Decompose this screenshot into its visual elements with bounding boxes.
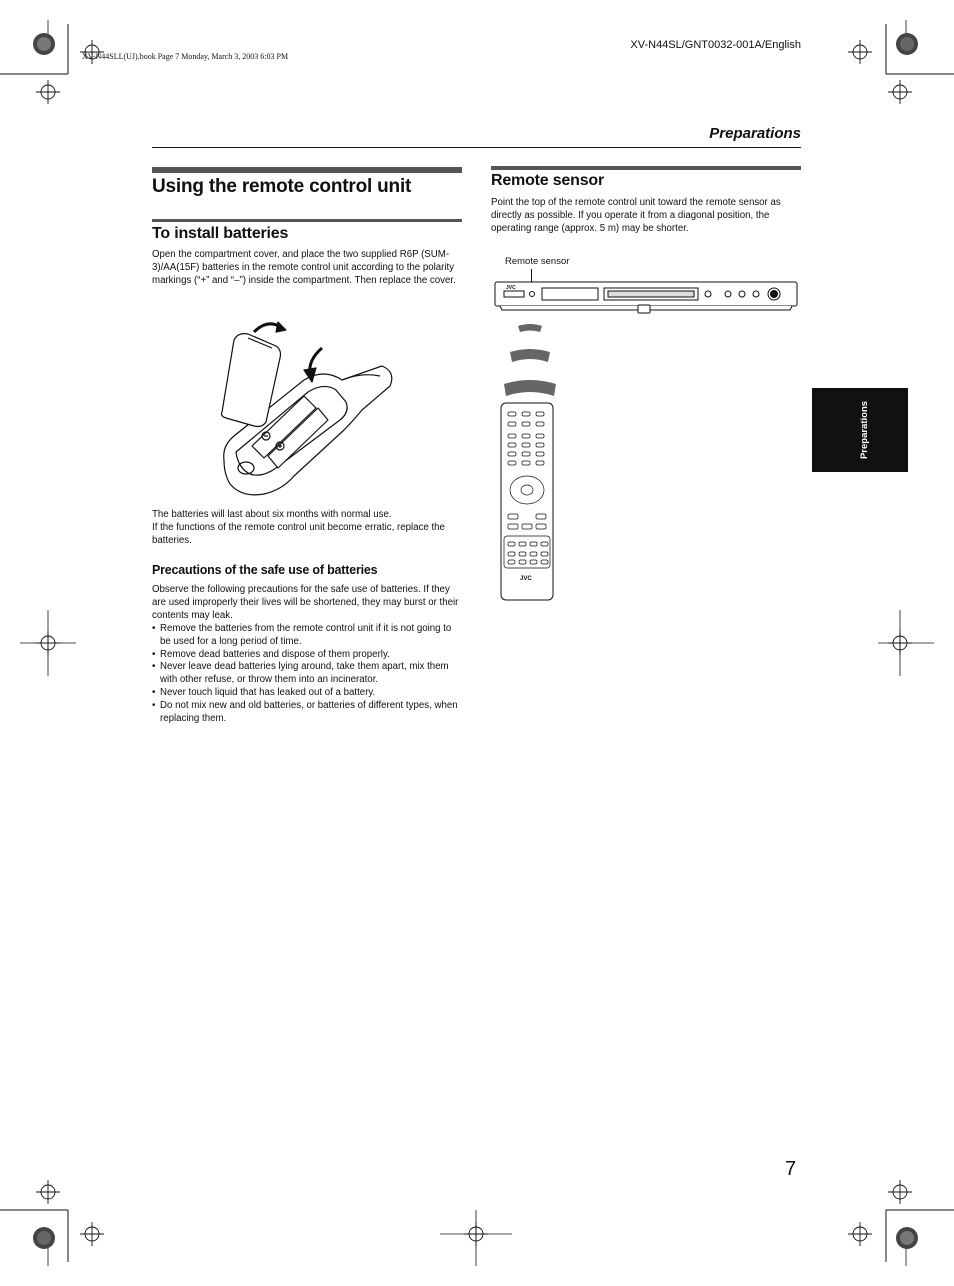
- install-batteries-heading: To install batteries: [152, 225, 289, 242]
- page-number: 7: [785, 1158, 797, 1180]
- list-item: • Never touch liquid that has leaked out of a battery.: [152, 687, 462, 700]
- remote-sensor-heading: Remote sensor: [491, 172, 604, 189]
- page-heading: Using the remote control unit: [152, 176, 412, 197]
- list-item: • Never leave dead batteries lying around, take them apart, mix them with other refuse, or throw them into an incinerator.: [152, 661, 462, 687]
- list-item: • Remove the batteries from the remote control unit if it is not going to be used for a long period of time.: [152, 623, 462, 649]
- subheading-rule: [152, 219, 462, 222]
- battery-installation-illustration: [212, 318, 397, 500]
- list-item: • Do not mix new and old batteries, or batteries of different types, when replacing them.: [152, 700, 462, 726]
- remote-sensor-label: Remote sensor: [505, 256, 570, 267]
- remote-sensor-text: Point the top of the remote control unit toward the remote sensor as directly as possible. If you operate it from a diagonal position, the operating range (approx. 5 m) may be shorter.: [491, 197, 781, 234]
- infrared-signal-arcs: [500, 320, 560, 400]
- remote-control-illustration: [500, 402, 554, 602]
- side-tab-label: Preparations: [858, 400, 870, 460]
- title-bar: [152, 167, 462, 173]
- install-batteries-text: Open the compartment cover, and place the two supplied R6P (SUM-3)/AA(15F) batteries in the remote control unit according to the polarity markings (“+” and “–”) inside the compartment. Then replace the cover.: [152, 249, 456, 286]
- dvd-player-illustration: [494, 280, 798, 320]
- header-rule: [152, 147, 801, 148]
- list-item: • Remove dead batteries and dispose of them properly.: [152, 649, 462, 662]
- battery-life-text: The batteries will last about six months with normal use.: [152, 509, 392, 520]
- dvd-brand-logo: JVC: [506, 285, 516, 291]
- remote-sensor-rule: [491, 166, 801, 170]
- precautions-heading: Precautions of the safe use of batteries: [152, 563, 378, 577]
- precautions-list: [152, 623, 462, 725]
- erratic-text: If the functions of the remote control unit become erratic, replace the batteries.: [152, 522, 445, 546]
- side-tab: [812, 388, 908, 472]
- file-info-line: XV-N44SLL(UJ).book Page 7 Monday, March 3, 2003 6:03 PM: [82, 52, 289, 61]
- document-code: XV-N44SL/GNT0032-001A/English: [630, 39, 801, 51]
- remote-brand-logo: JVC: [520, 576, 532, 582]
- precautions-intro: Observe the following precautions for the safe use of batteries. If they are used improperly their lives will be shortened, they may burst or their contents may leak.: [152, 584, 459, 621]
- section-title: Preparations: [709, 125, 801, 142]
